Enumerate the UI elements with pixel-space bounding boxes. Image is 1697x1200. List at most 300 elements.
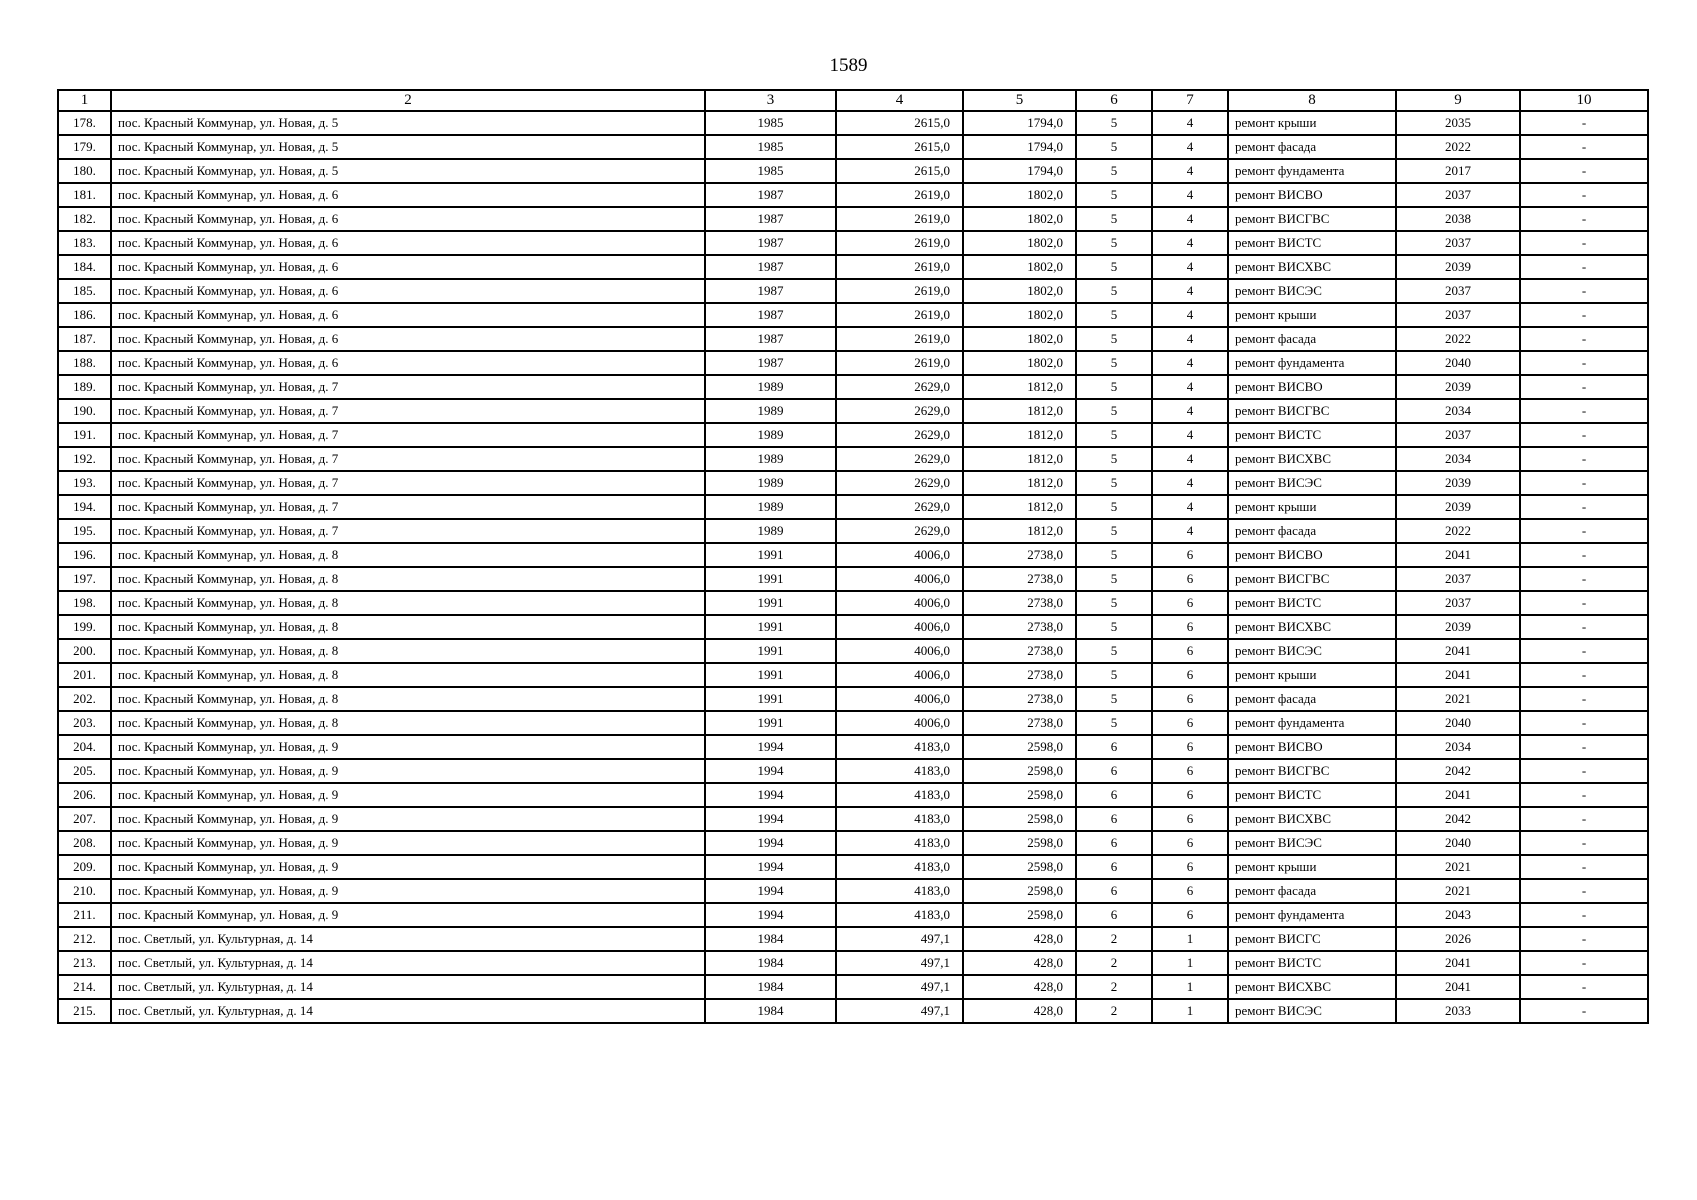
total-area-cell: 497,1 bbox=[836, 951, 963, 975]
planned-year-cell: 2021 bbox=[1396, 687, 1520, 711]
planned-year-cell: 2033 bbox=[1396, 999, 1520, 1023]
table-row bbox=[58, 543, 1648, 567]
work-type-cell: ремонт ВИСЭС bbox=[1228, 999, 1396, 1023]
floors-cell: 6 bbox=[1076, 903, 1152, 927]
total-area-cell: 2619,0 bbox=[836, 207, 963, 231]
year-built-cell: 1987 bbox=[705, 303, 836, 327]
total-area-cell: 4183,0 bbox=[836, 855, 963, 879]
work-type-cell: ремонт крыши bbox=[1228, 855, 1396, 879]
address-cell: пос. Красный Коммунар, ул. Новая, д. 8 bbox=[111, 615, 705, 639]
address-cell: пос. Красный Коммунар, ул. Новая, д. 8 bbox=[111, 591, 705, 615]
address-cell: пос. Красный Коммунар, ул. Новая, д. 9 bbox=[111, 783, 705, 807]
year-built-cell: 1985 bbox=[705, 135, 836, 159]
row-number: 215. bbox=[58, 999, 111, 1023]
table-row bbox=[58, 999, 1648, 1023]
note-cell: - bbox=[1520, 567, 1648, 591]
table-row bbox=[58, 711, 1648, 735]
table-row bbox=[58, 687, 1648, 711]
row-number: 191. bbox=[58, 423, 111, 447]
entrances-cell: 4 bbox=[1152, 351, 1228, 375]
note-cell: - bbox=[1520, 183, 1648, 207]
address-cell: пос. Красный Коммунар, ул. Новая, д. 8 bbox=[111, 567, 705, 591]
table-row bbox=[58, 135, 1648, 159]
address-cell: пос. Красный Коммунар, ул. Новая, д. 7 bbox=[111, 375, 705, 399]
entrances-cell: 4 bbox=[1152, 519, 1228, 543]
note-cell: - bbox=[1520, 663, 1648, 687]
entrances-cell: 4 bbox=[1152, 375, 1228, 399]
row-number: 186. bbox=[58, 303, 111, 327]
year-built-cell: 1989 bbox=[705, 495, 836, 519]
planned-year-cell: 2037 bbox=[1396, 423, 1520, 447]
note-cell: - bbox=[1520, 831, 1648, 855]
table-row bbox=[58, 519, 1648, 543]
planned-year-cell: 2026 bbox=[1396, 927, 1520, 951]
note-cell: - bbox=[1520, 807, 1648, 831]
work-type-cell: ремонт ВИСГВС bbox=[1228, 759, 1396, 783]
year-built-cell: 1994 bbox=[705, 903, 836, 927]
row-number: 184. bbox=[58, 255, 111, 279]
year-built-cell: 1989 bbox=[705, 519, 836, 543]
table-row bbox=[58, 399, 1648, 423]
total-area-cell: 2619,0 bbox=[836, 351, 963, 375]
year-built-cell: 1991 bbox=[705, 711, 836, 735]
work-type-cell: ремонт фасада bbox=[1228, 135, 1396, 159]
column-number-header-row bbox=[58, 90, 1648, 111]
planned-year-cell: 2037 bbox=[1396, 591, 1520, 615]
year-built-cell: 1987 bbox=[705, 327, 836, 351]
year-built-cell: 1987 bbox=[705, 255, 836, 279]
page-number: 1589 bbox=[829, 55, 868, 76]
planned-year-cell: 2022 bbox=[1396, 519, 1520, 543]
planned-year-cell: 2041 bbox=[1396, 663, 1520, 687]
total-area-cell: 2615,0 bbox=[836, 159, 963, 183]
note-cell: - bbox=[1520, 855, 1648, 879]
column-header-3: 3 bbox=[705, 90, 836, 111]
entrances-cell: 4 bbox=[1152, 447, 1228, 471]
column-header-6: 6 bbox=[1076, 90, 1152, 111]
floors-cell: 5 bbox=[1076, 519, 1152, 543]
planned-year-cell: 2039 bbox=[1396, 471, 1520, 495]
table-row bbox=[58, 159, 1648, 183]
entrances-cell: 4 bbox=[1152, 303, 1228, 327]
year-built-cell: 1985 bbox=[705, 159, 836, 183]
total-area-cell: 2619,0 bbox=[836, 183, 963, 207]
table-row bbox=[58, 639, 1648, 663]
entrances-cell: 6 bbox=[1152, 663, 1228, 687]
address-cell: пос. Красный Коммунар, ул. Новая, д. 9 bbox=[111, 807, 705, 831]
planned-year-cell: 2022 bbox=[1396, 135, 1520, 159]
total-area-cell: 4183,0 bbox=[836, 783, 963, 807]
planned-year-cell: 2037 bbox=[1396, 279, 1520, 303]
floors-cell: 5 bbox=[1076, 687, 1152, 711]
planned-year-cell: 2017 bbox=[1396, 159, 1520, 183]
address-cell: пос. Красный Коммунар, ул. Новая, д. 6 bbox=[111, 351, 705, 375]
note-cell: - bbox=[1520, 255, 1648, 279]
entrances-cell: 4 bbox=[1152, 231, 1228, 255]
table-row bbox=[58, 207, 1648, 231]
row-number: 194. bbox=[58, 495, 111, 519]
planned-year-cell: 2041 bbox=[1396, 639, 1520, 663]
address-cell: пос. Светлый, ул. Культурная, д. 14 bbox=[111, 927, 705, 951]
year-built-cell: 1989 bbox=[705, 399, 836, 423]
total-area-cell: 2629,0 bbox=[836, 519, 963, 543]
entrances-cell: 6 bbox=[1152, 879, 1228, 903]
row-number: 181. bbox=[58, 183, 111, 207]
note-cell: - bbox=[1520, 903, 1648, 927]
row-number: 195. bbox=[58, 519, 111, 543]
work-type-cell: ремонт ВИСВО bbox=[1228, 543, 1396, 567]
planned-year-cell: 2043 bbox=[1396, 903, 1520, 927]
floors-cell: 5 bbox=[1076, 639, 1152, 663]
entrances-cell: 6 bbox=[1152, 831, 1228, 855]
planned-year-cell: 2040 bbox=[1396, 351, 1520, 375]
entrances-cell: 4 bbox=[1152, 495, 1228, 519]
work-type-cell: ремонт крыши bbox=[1228, 111, 1396, 135]
floors-cell: 5 bbox=[1076, 135, 1152, 159]
entrances-cell: 6 bbox=[1152, 759, 1228, 783]
address-cell: пос. Красный Коммунар, ул. Новая, д. 9 bbox=[111, 759, 705, 783]
living-area-cell: 428,0 bbox=[963, 951, 1076, 975]
entrances-cell: 4 bbox=[1152, 279, 1228, 303]
entrances-cell: 4 bbox=[1152, 183, 1228, 207]
total-area-cell: 2629,0 bbox=[836, 471, 963, 495]
entrances-cell: 4 bbox=[1152, 255, 1228, 279]
total-area-cell: 4006,0 bbox=[836, 687, 963, 711]
note-cell: - bbox=[1520, 591, 1648, 615]
living-area-cell: 1812,0 bbox=[963, 519, 1076, 543]
row-number: 189. bbox=[58, 375, 111, 399]
address-cell: пос. Красный Коммунар, ул. Новая, д. 6 bbox=[111, 183, 705, 207]
living-area-cell: 1802,0 bbox=[963, 255, 1076, 279]
total-area-cell: 4006,0 bbox=[836, 615, 963, 639]
address-cell: пос. Светлый, ул. Культурная, д. 14 bbox=[111, 951, 705, 975]
column-header-4: 4 bbox=[836, 90, 963, 111]
year-built-cell: 1987 bbox=[705, 231, 836, 255]
total-area-cell: 4183,0 bbox=[836, 735, 963, 759]
living-area-cell: 1802,0 bbox=[963, 351, 1076, 375]
entrances-cell: 4 bbox=[1152, 207, 1228, 231]
note-cell: - bbox=[1520, 927, 1648, 951]
row-number: 180. bbox=[58, 159, 111, 183]
entrances-cell: 6 bbox=[1152, 639, 1228, 663]
total-area-cell: 2629,0 bbox=[836, 447, 963, 471]
row-number: 205. bbox=[58, 759, 111, 783]
table-row bbox=[58, 567, 1648, 591]
row-number: 198. bbox=[58, 591, 111, 615]
table-row bbox=[58, 951, 1648, 975]
total-area-cell: 2619,0 bbox=[836, 303, 963, 327]
address-cell: пос. Красный Коммунар, ул. Новая, д. 7 bbox=[111, 471, 705, 495]
row-number: 210. bbox=[58, 879, 111, 903]
floors-cell: 6 bbox=[1076, 735, 1152, 759]
year-built-cell: 1994 bbox=[705, 831, 836, 855]
living-area-cell: 2598,0 bbox=[963, 783, 1076, 807]
table-row bbox=[58, 111, 1648, 135]
row-number: 207. bbox=[58, 807, 111, 831]
living-area-cell: 1794,0 bbox=[963, 135, 1076, 159]
floors-cell: 5 bbox=[1076, 471, 1152, 495]
living-area-cell: 2738,0 bbox=[963, 543, 1076, 567]
entrances-cell: 1 bbox=[1152, 999, 1228, 1023]
note-cell: - bbox=[1520, 111, 1648, 135]
note-cell: - bbox=[1520, 207, 1648, 231]
total-area-cell: 2619,0 bbox=[836, 279, 963, 303]
table-row bbox=[58, 279, 1648, 303]
year-built-cell: 1994 bbox=[705, 759, 836, 783]
row-number: 206. bbox=[58, 783, 111, 807]
column-header-9: 9 bbox=[1396, 90, 1520, 111]
entrances-cell: 6 bbox=[1152, 615, 1228, 639]
work-type-cell: ремонт ВИСХВС bbox=[1228, 447, 1396, 471]
note-cell: - bbox=[1520, 303, 1648, 327]
floors-cell: 5 bbox=[1076, 495, 1152, 519]
work-type-cell: ремонт ВИСТС bbox=[1228, 783, 1396, 807]
note-cell: - bbox=[1520, 519, 1648, 543]
living-area-cell: 1802,0 bbox=[963, 183, 1076, 207]
work-type-cell: ремонт фундамента bbox=[1228, 159, 1396, 183]
table-row bbox=[58, 471, 1648, 495]
total-area-cell: 4006,0 bbox=[836, 711, 963, 735]
address-cell: пос. Светлый, ул. Культурная, д. 14 bbox=[111, 999, 705, 1023]
living-area-cell: 1812,0 bbox=[963, 495, 1076, 519]
entrances-cell: 6 bbox=[1152, 711, 1228, 735]
note-cell: - bbox=[1520, 351, 1648, 375]
row-number: 204. bbox=[58, 735, 111, 759]
living-area-cell: 2738,0 bbox=[963, 615, 1076, 639]
total-area-cell: 4183,0 bbox=[836, 759, 963, 783]
work-type-cell: ремонт ВИСХВС bbox=[1228, 807, 1396, 831]
year-built-cell: 1991 bbox=[705, 639, 836, 663]
total-area-cell: 497,1 bbox=[836, 975, 963, 999]
address-cell: пос. Красный Коммунар, ул. Новая, д. 8 bbox=[111, 639, 705, 663]
floors-cell: 5 bbox=[1076, 711, 1152, 735]
planned-year-cell: 2039 bbox=[1396, 255, 1520, 279]
address-cell: пос. Красный Коммунар, ул. Новая, д. 5 bbox=[111, 135, 705, 159]
table-row bbox=[58, 831, 1648, 855]
address-cell: пос. Красный Коммунар, ул. Новая, д. 6 bbox=[111, 279, 705, 303]
work-type-cell: ремонт крыши bbox=[1228, 663, 1396, 687]
note-cell: - bbox=[1520, 639, 1648, 663]
year-built-cell: 1994 bbox=[705, 735, 836, 759]
table-row bbox=[58, 615, 1648, 639]
year-built-cell: 1989 bbox=[705, 447, 836, 471]
floors-cell: 5 bbox=[1076, 183, 1152, 207]
address-cell: пос. Красный Коммунар, ул. Новая, д. 5 bbox=[111, 111, 705, 135]
total-area-cell: 2619,0 bbox=[836, 327, 963, 351]
note-cell: - bbox=[1520, 399, 1648, 423]
living-area-cell: 1802,0 bbox=[963, 279, 1076, 303]
work-type-cell: ремонт ВИСГС bbox=[1228, 927, 1396, 951]
living-area-cell: 1794,0 bbox=[963, 111, 1076, 135]
floors-cell: 5 bbox=[1076, 447, 1152, 471]
column-header-2: 2 bbox=[111, 90, 705, 111]
planned-year-cell: 2022 bbox=[1396, 327, 1520, 351]
floors-cell: 5 bbox=[1076, 327, 1152, 351]
floors-cell: 5 bbox=[1076, 207, 1152, 231]
total-area-cell: 4183,0 bbox=[836, 831, 963, 855]
planned-year-cell: 2040 bbox=[1396, 831, 1520, 855]
year-built-cell: 1987 bbox=[705, 351, 836, 375]
table-row bbox=[58, 903, 1648, 927]
address-cell: пос. Красный Коммунар, ул. Новая, д. 6 bbox=[111, 207, 705, 231]
floors-cell: 5 bbox=[1076, 399, 1152, 423]
address-cell: пос. Красный Коммунар, ул. Новая, д. 6 bbox=[111, 303, 705, 327]
work-type-cell: ремонт ВИСХВС bbox=[1228, 615, 1396, 639]
living-area-cell: 2738,0 bbox=[963, 591, 1076, 615]
note-cell: - bbox=[1520, 999, 1648, 1023]
floors-cell: 6 bbox=[1076, 831, 1152, 855]
work-type-cell: ремонт крыши bbox=[1228, 303, 1396, 327]
living-area-cell: 1802,0 bbox=[963, 207, 1076, 231]
living-area-cell: 2738,0 bbox=[963, 711, 1076, 735]
year-built-cell: 1987 bbox=[705, 207, 836, 231]
living-area-cell: 2598,0 bbox=[963, 855, 1076, 879]
living-area-cell: 1812,0 bbox=[963, 423, 1076, 447]
row-number: 212. bbox=[58, 927, 111, 951]
table-row bbox=[58, 495, 1648, 519]
note-cell: - bbox=[1520, 231, 1648, 255]
living-area-cell: 2738,0 bbox=[963, 663, 1076, 687]
work-type-cell: ремонт ВИСТС bbox=[1228, 231, 1396, 255]
work-type-cell: ремонт ВИСТС bbox=[1228, 591, 1396, 615]
entrances-cell: 6 bbox=[1152, 687, 1228, 711]
floors-cell: 6 bbox=[1076, 759, 1152, 783]
total-area-cell: 2619,0 bbox=[836, 231, 963, 255]
floors-cell: 5 bbox=[1076, 567, 1152, 591]
year-built-cell: 1984 bbox=[705, 951, 836, 975]
living-area-cell: 2738,0 bbox=[963, 687, 1076, 711]
work-type-cell: ремонт ВИСЭС bbox=[1228, 279, 1396, 303]
note-cell: - bbox=[1520, 159, 1648, 183]
planned-year-cell: 2034 bbox=[1396, 399, 1520, 423]
year-built-cell: 1989 bbox=[705, 471, 836, 495]
note-cell: - bbox=[1520, 783, 1648, 807]
work-type-cell: ремонт крыши bbox=[1228, 495, 1396, 519]
floors-cell: 2 bbox=[1076, 999, 1152, 1023]
planned-year-cell: 2037 bbox=[1396, 231, 1520, 255]
planned-year-cell: 2037 bbox=[1396, 303, 1520, 327]
living-area-cell: 2598,0 bbox=[963, 759, 1076, 783]
total-area-cell: 4183,0 bbox=[836, 903, 963, 927]
total-area-cell: 497,1 bbox=[836, 927, 963, 951]
note-cell: - bbox=[1520, 879, 1648, 903]
floors-cell: 5 bbox=[1076, 303, 1152, 327]
year-built-cell: 1984 bbox=[705, 927, 836, 951]
planned-year-cell: 2037 bbox=[1396, 183, 1520, 207]
column-header-10: 10 bbox=[1520, 90, 1648, 111]
address-cell: пос. Красный Коммунар, ул. Новая, д. 8 bbox=[111, 663, 705, 687]
table-row bbox=[58, 231, 1648, 255]
living-area-cell: 2738,0 bbox=[963, 639, 1076, 663]
note-cell: - bbox=[1520, 471, 1648, 495]
row-number: 209. bbox=[58, 855, 111, 879]
column-header-7: 7 bbox=[1152, 90, 1228, 111]
entrances-cell: 4 bbox=[1152, 399, 1228, 423]
note-cell: - bbox=[1520, 759, 1648, 783]
address-cell: пос. Красный Коммунар, ул. Новая, д. 9 bbox=[111, 831, 705, 855]
address-cell: пос. Красный Коммунар, ул. Новая, д. 6 bbox=[111, 255, 705, 279]
address-cell: пос. Красный Коммунар, ул. Новая, д. 8 bbox=[111, 543, 705, 567]
note-cell: - bbox=[1520, 495, 1648, 519]
work-type-cell: ремонт ВИСВО bbox=[1228, 375, 1396, 399]
note-cell: - bbox=[1520, 375, 1648, 399]
total-area-cell: 2615,0 bbox=[836, 111, 963, 135]
total-area-cell: 2629,0 bbox=[836, 423, 963, 447]
note-cell: - bbox=[1520, 423, 1648, 447]
table-row bbox=[58, 927, 1648, 951]
year-built-cell: 1987 bbox=[705, 279, 836, 303]
work-type-cell: ремонт ВИСГВС bbox=[1228, 207, 1396, 231]
floors-cell: 6 bbox=[1076, 879, 1152, 903]
entrances-cell: 1 bbox=[1152, 975, 1228, 999]
year-built-cell: 1991 bbox=[705, 567, 836, 591]
work-type-cell: ремонт ВИСЭС bbox=[1228, 471, 1396, 495]
row-number: 208. bbox=[58, 831, 111, 855]
year-built-cell: 1987 bbox=[705, 183, 836, 207]
row-number: 214. bbox=[58, 975, 111, 999]
year-built-cell: 1985 bbox=[705, 111, 836, 135]
work-type-cell: ремонт фасада bbox=[1228, 687, 1396, 711]
total-area-cell: 4006,0 bbox=[836, 567, 963, 591]
column-header-8: 8 bbox=[1228, 90, 1396, 111]
address-cell: пос. Красный Коммунар, ул. Новая, д. 7 bbox=[111, 495, 705, 519]
year-built-cell: 1991 bbox=[705, 615, 836, 639]
floors-cell: 5 bbox=[1076, 159, 1152, 183]
total-area-cell: 2629,0 bbox=[836, 399, 963, 423]
floors-cell: 2 bbox=[1076, 927, 1152, 951]
year-built-cell: 1989 bbox=[705, 375, 836, 399]
living-area-cell: 1802,0 bbox=[963, 231, 1076, 255]
total-area-cell: 4006,0 bbox=[836, 663, 963, 687]
entrances-cell: 1 bbox=[1152, 927, 1228, 951]
row-number: 178. bbox=[58, 111, 111, 135]
work-type-cell: ремонт фасада bbox=[1228, 519, 1396, 543]
year-built-cell: 1989 bbox=[705, 423, 836, 447]
address-cell: пос. Красный Коммунар, ул. Новая, д. 7 bbox=[111, 423, 705, 447]
address-cell: пос. Красный Коммунар, ул. Новая, д. 7 bbox=[111, 447, 705, 471]
floors-cell: 5 bbox=[1076, 423, 1152, 447]
year-built-cell: 1984 bbox=[705, 975, 836, 999]
table-row bbox=[58, 327, 1648, 351]
floors-cell: 5 bbox=[1076, 255, 1152, 279]
floors-cell: 2 bbox=[1076, 975, 1152, 999]
address-cell: пос. Красный Коммунар, ул. Новая, д. 6 bbox=[111, 327, 705, 351]
address-cell: пос. Красный Коммунар, ул. Новая, д. 9 bbox=[111, 735, 705, 759]
total-area-cell: 497,1 bbox=[836, 999, 963, 1023]
entrances-cell: 6 bbox=[1152, 783, 1228, 807]
work-type-cell: ремонт ВИСХВС bbox=[1228, 975, 1396, 999]
living-area-cell: 1812,0 bbox=[963, 471, 1076, 495]
table-row bbox=[58, 975, 1648, 999]
floors-cell: 5 bbox=[1076, 351, 1152, 375]
row-number: 197. bbox=[58, 567, 111, 591]
floors-cell: 6 bbox=[1076, 807, 1152, 831]
row-number: 200. bbox=[58, 639, 111, 663]
living-area-cell: 1812,0 bbox=[963, 399, 1076, 423]
living-area-cell: 2598,0 bbox=[963, 807, 1076, 831]
entrances-cell: 4 bbox=[1152, 135, 1228, 159]
living-area-cell: 1802,0 bbox=[963, 327, 1076, 351]
note-cell: - bbox=[1520, 711, 1648, 735]
work-type-cell: ремонт фундамента bbox=[1228, 903, 1396, 927]
address-cell: пос. Светлый, ул. Культурная, д. 14 bbox=[111, 975, 705, 999]
planned-year-cell: 2041 bbox=[1396, 951, 1520, 975]
repair-schedule-table bbox=[57, 89, 1649, 1024]
living-area-cell: 2598,0 bbox=[963, 735, 1076, 759]
living-area-cell: 2598,0 bbox=[963, 831, 1076, 855]
year-built-cell: 1994 bbox=[705, 807, 836, 831]
year-built-cell: 1991 bbox=[705, 687, 836, 711]
